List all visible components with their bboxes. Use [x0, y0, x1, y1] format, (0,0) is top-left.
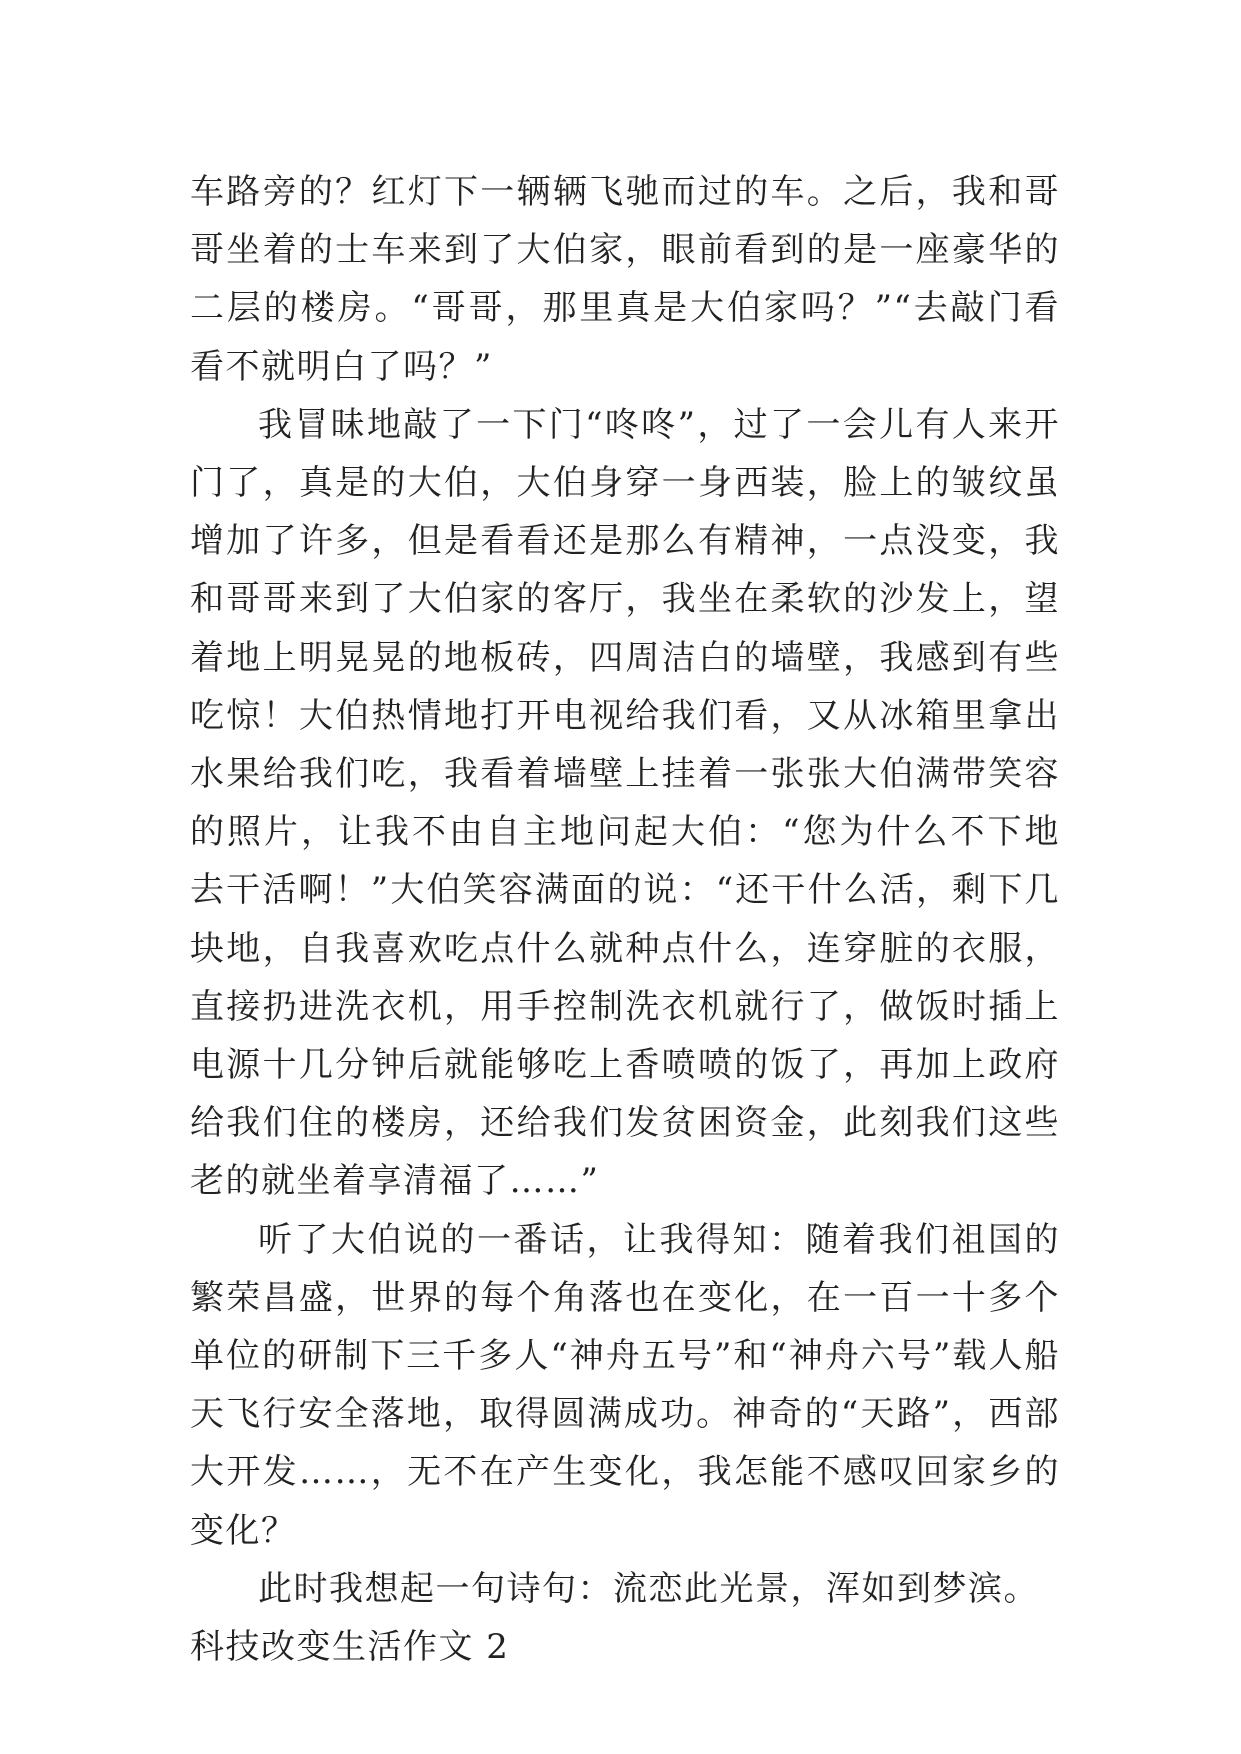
section-heading: 科技改变生活作文 2: [190, 1627, 510, 1668]
paragraph-4: 此时我想起一句诗句：流恋此光景，浑如到梦滨。: [258, 1568, 1039, 1609]
article-body: [190, 163, 1060, 1676]
paragraph-3: 听了大伯说的一番话，让我得知：随着我们祖国的繁荣昌盛，世界的每个角落也在变化，在一百一十多个单位的研制下三千多人“神舟五号”和“神舟六号”载人船天飞行安全落地，取得圆满成功。神奇的“天路”，西部大开发……，无不在产生变化，我怎能不感叹回家乡的变化？: [190, 1219, 1060, 1551]
paragraph-1: 车路旁的？红灯下一辆辆飞驰而过的车。之后，我和哥哥坐着的士车来到了大伯家，眼前看到的是一座豪华的二层的楼房。“哥哥，那里真是大伯家吗？”“去敲门看看不就明白了吗？”: [190, 172, 1060, 387]
paragraph-2: 我冒昧地敲了一下门“咚咚”，过了一会儿有人来开门了，真是的大伯，大伯身穿一身西装，脸上的皱纹虽增加了许多，但是看看还是那么有精神，一点没变，我和哥哥来到了大伯家的客厅，我坐在柔软的沙发上，望着地上明晃晃的地板砖，四周洁白的墙壁，我感到有些吃惊！大伯热情地打开电视给我们看，又从冰箱里拿出水果给我们吃，我看着墙壁上挂着一张张大伯满带笑容的照片，让我不由自主地问起大伯：“您为什么不下地去干活啊！”大伯笑容满面的说：“还干什么活，剩下几块地，自我喜欢吃点什么就种点什么，连穿脏的衣服，直接扔进洗衣机，用手控制洗衣机就行了，做饭时插上电源十几分钟后就能够吃上香喷喷的饭了，再加上政府给我们住的楼房，还给我们发贫困资金，此刻我们这些老的就坐着享清福了……”: [190, 404, 1060, 1202]
